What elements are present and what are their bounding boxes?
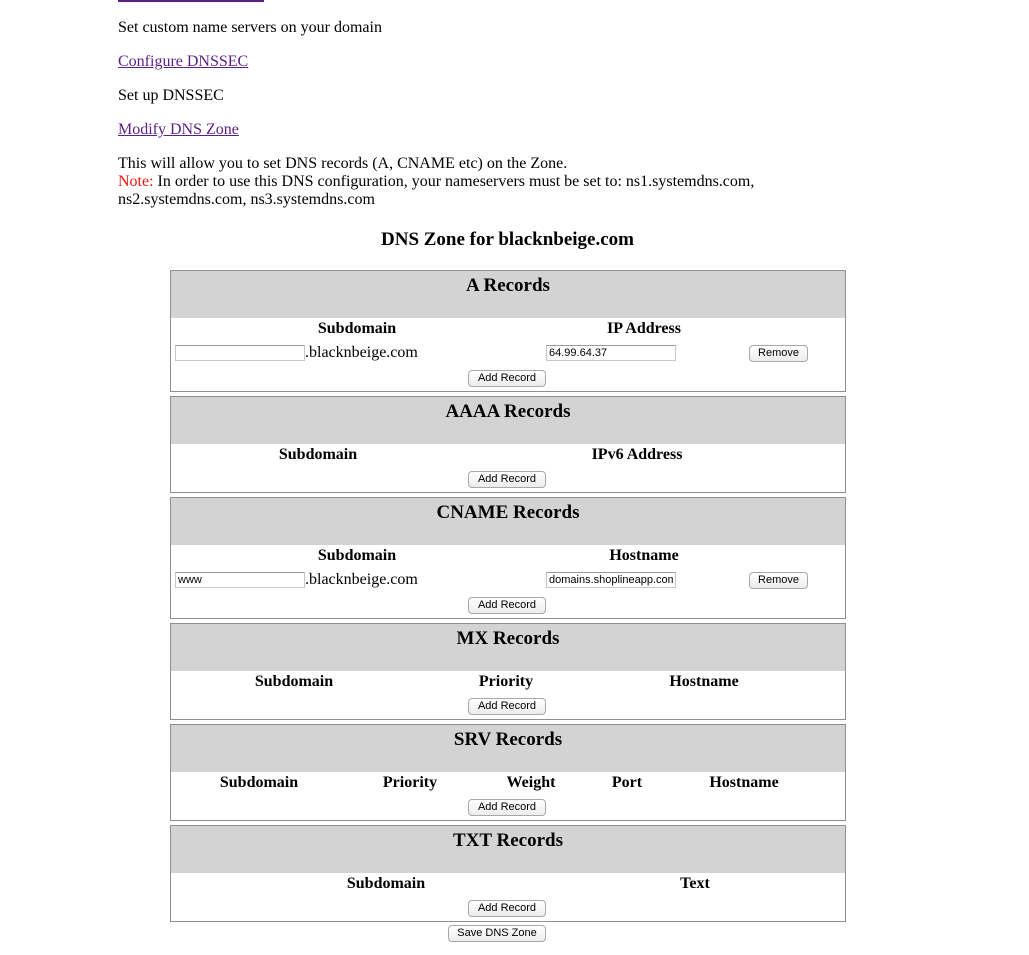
a-records-panel bbox=[170, 270, 846, 392]
note-text-line2: ns2.systemdns.com, ns3.systemdns.com bbox=[118, 191, 375, 208]
save-dns-zone-button[interactable]: Save DNS Zone bbox=[448, 925, 546, 942]
cname-records-panel bbox=[170, 497, 846, 619]
cname-col-hostname: Hostname bbox=[609, 547, 679, 564]
a-records-header: A Records bbox=[171, 271, 845, 318]
txt-records-panel bbox=[170, 825, 846, 922]
srv-records-panel bbox=[170, 724, 846, 821]
a-subdomain-input[interactable] bbox=[175, 345, 305, 361]
aaaa-col-ipv6-address: IPv6 Address bbox=[591, 446, 683, 463]
nameservers-description: Set custom name servers on your domain bbox=[118, 19, 382, 36]
aaaa-add-record-button[interactable]: Add Record bbox=[468, 471, 546, 488]
txt-records-header: TXT Records bbox=[171, 826, 845, 873]
cname-remove-button[interactable]: Remove bbox=[749, 572, 808, 589]
note-text-line1: In order to use this DNS configuration, your nameservers must be set to: ns1.systemdns.com, bbox=[153, 173, 755, 190]
txt-col-text: Text bbox=[680, 875, 710, 892]
mx-col-subdomain: Subdomain bbox=[254, 673, 334, 690]
cname-domain-suffix: .blacknbeige.com bbox=[305, 571, 418, 588]
zone-title: DNS Zone for blacknbeige.com bbox=[381, 229, 634, 250]
modify-zone-description: This will allow you to set DNS records (A, CNAME etc) on the Zone. bbox=[118, 155, 568, 172]
srv-add-record-button[interactable]: Add Record bbox=[468, 799, 546, 816]
txt-add-record-button[interactable]: Add Record bbox=[468, 900, 546, 917]
aaaa-records-header: AAAA Records bbox=[171, 397, 845, 444]
txt-col-subdomain: Subdomain bbox=[346, 875, 426, 892]
srv-col-weight: Weight bbox=[506, 774, 556, 791]
a-ip-input[interactable] bbox=[546, 345, 676, 361]
a-add-record-button[interactable]: Add Record bbox=[468, 370, 546, 387]
nameserver-note bbox=[118, 173, 754, 191]
aaaa-records-panel bbox=[170, 396, 846, 493]
mx-col-hostname: Hostname bbox=[669, 673, 739, 690]
mx-records-header: MX Records bbox=[171, 624, 845, 671]
a-col-ip-address: IP Address bbox=[607, 320, 681, 337]
configure-dnssec-link[interactable]: Configure DNSSEC bbox=[118, 53, 249, 70]
note-label: Note: bbox=[118, 173, 154, 190]
mx-add-record-button[interactable]: Add Record bbox=[468, 698, 546, 715]
dnssec-description: Set up DNSSEC bbox=[118, 87, 224, 104]
nameservers-link-cropped[interactable] bbox=[118, 0, 264, 2]
modify-dns-zone-link[interactable]: Modify DNS Zone bbox=[118, 121, 239, 138]
srv-col-priority: Priority bbox=[382, 774, 438, 791]
a-col-subdomain: Subdomain bbox=[317, 320, 397, 337]
mx-records-panel bbox=[170, 623, 846, 720]
cname-subdomain-input[interactable] bbox=[175, 572, 305, 588]
srv-records-header: SRV Records bbox=[171, 725, 845, 772]
cname-add-record-button[interactable]: Add Record bbox=[468, 597, 546, 614]
srv-col-port: Port bbox=[611, 774, 643, 791]
srv-col-subdomain: Subdomain bbox=[219, 774, 299, 791]
cname-hostname-input[interactable] bbox=[546, 572, 676, 588]
a-remove-button[interactable]: Remove bbox=[749, 345, 808, 362]
srv-col-hostname: Hostname bbox=[709, 774, 779, 791]
aaaa-col-subdomain: Subdomain bbox=[278, 446, 358, 463]
cname-col-subdomain: Subdomain bbox=[317, 547, 397, 564]
cname-records-header: CNAME Records bbox=[171, 498, 845, 545]
mx-col-priority: Priority bbox=[478, 673, 534, 690]
a-domain-suffix: .blacknbeige.com bbox=[305, 344, 418, 361]
